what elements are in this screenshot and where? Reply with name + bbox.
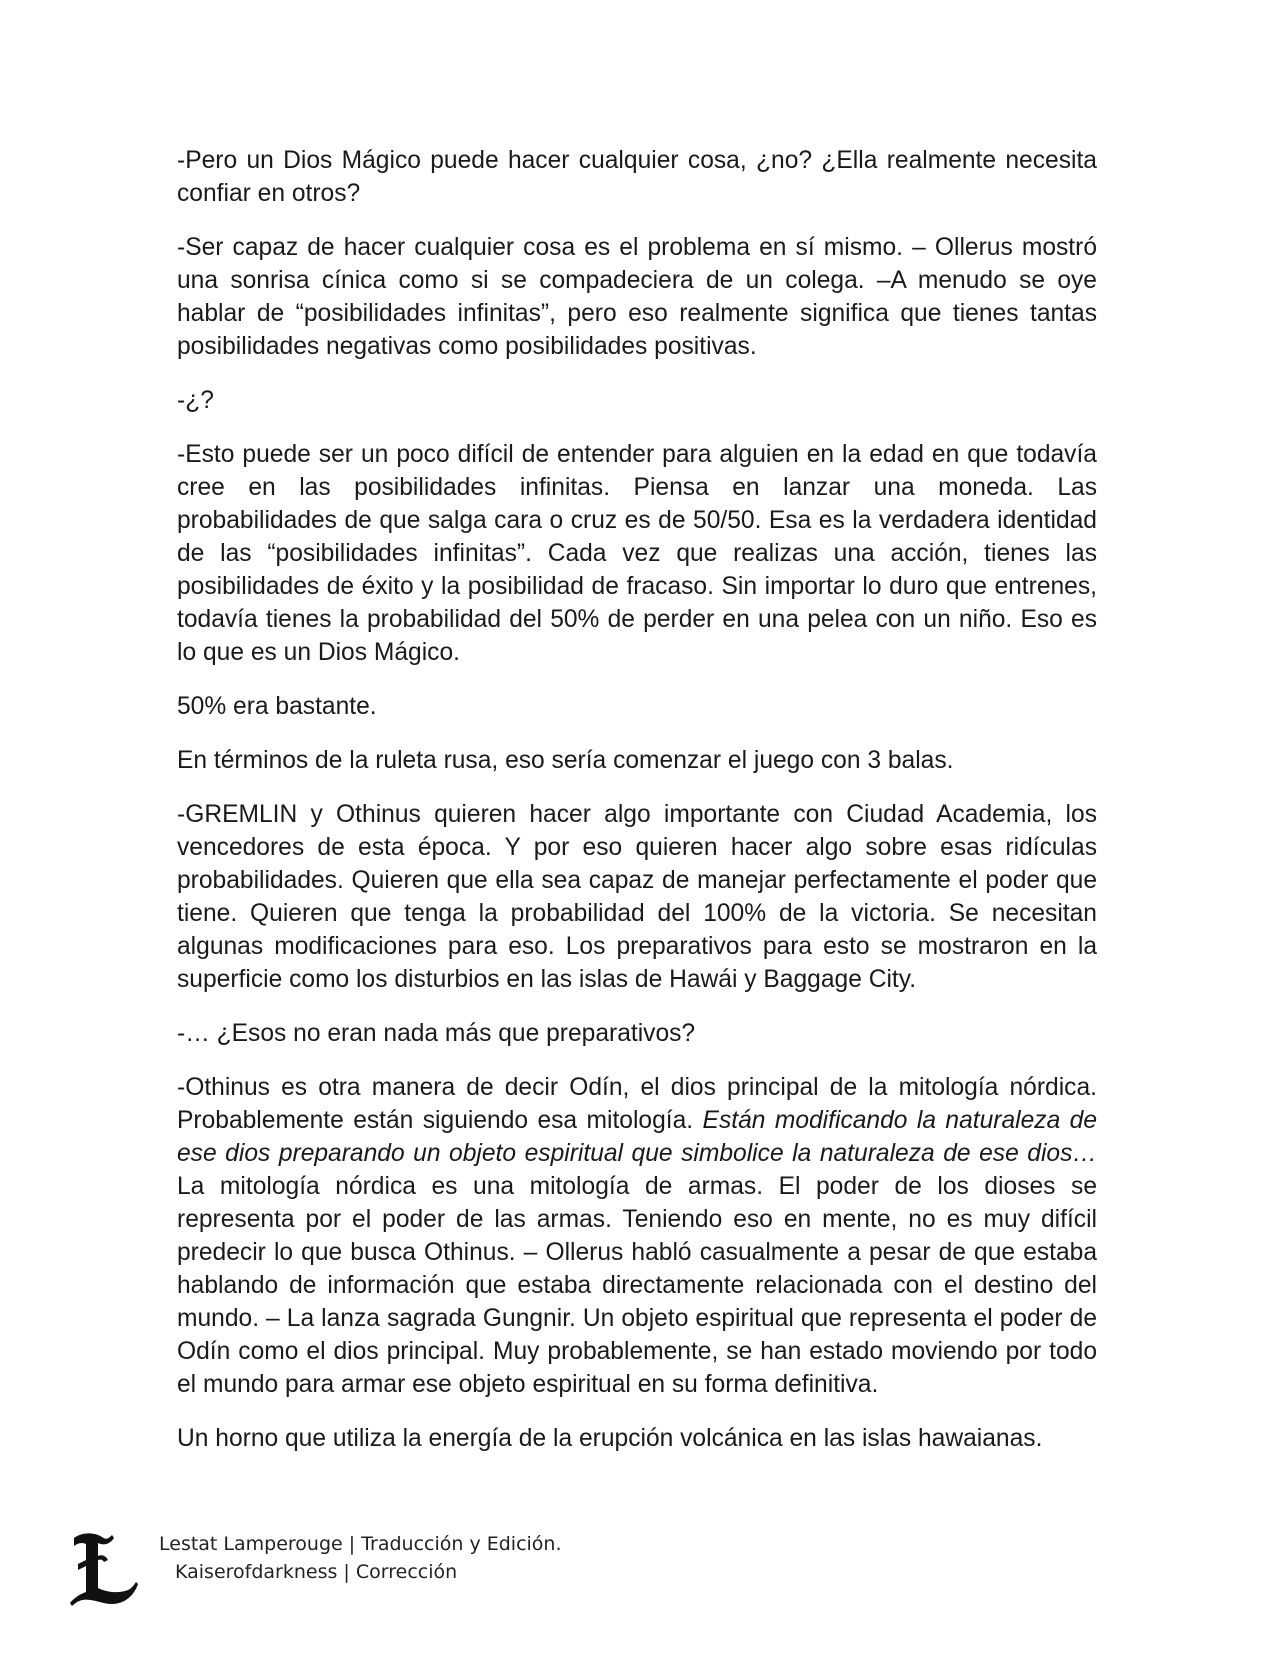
paragraph-mixed: [177, 1071, 1097, 1401]
document-body: [177, 144, 1097, 1476]
paragraph: -Ser capaz de hacer cualquier cosa es el problema en sí mismo. – Ollerus mostró una sonrisa cínica como si se compadeciera de un colega. –A menudo se oye hablar de “posibilidades infinitas”, pero eso realmente significa que tienes tantas posibilidades negativas como posibilidades positivas.: [177, 234, 1097, 360]
credit-line-translation: Lestat Lamperouge | Traducción y Edición.: [159, 1533, 562, 1555]
paragraph-segment: La mitología nórdica es una mitología de armas. El poder de los dioses se representa por el poder de las armas. Teniendo eso en mente, no es muy difícil predecir lo que busca Othinus. – Ollerus habló casualmente a pesar de que estaba hablando de información que estaba directamente relacionada con el destino del mundo. – La lanza sagrada Gungnir. Un objeto espiritual que representa el poder de Odín como el dios principal. Muy probablemente, se han estado moviendo por todo el mundo para armar ese objeto espiritual en su forma definitiva.: [177, 1173, 1097, 1398]
paragraph: -¿?: [177, 387, 214, 414]
paragraph: -… ¿Esos no eran nada más que preparativos?: [177, 1020, 696, 1047]
credits: [159, 1530, 562, 1586]
paragraph-segment: -Othinus es otra manera de decir Odín, el dios principal de la mitología nórdica. Probablemente están siguiendo esa mitología.: [177, 1074, 1097, 1134]
paragraph: -Esto puede ser un poco difícil de entender para alguien en la edad en que todavía cree en las posibilidades infinitas. Piensa en lanzar una moneda. Las probabilidades de que salga cara o cruz es de 50/50. Esa es la verdadera identidad de las “posibilidades infinitas”. Cada vez que realizas una acción, tienes las posibilidades de éxito y la posibilidad de fracaso. Sin importar lo duro que entrenes, todavía tienes la probabilidad del 50% de perder en una pelea con un niño. Eso es lo que es un Dios Mágico.: [177, 441, 1097, 666]
page-footer: [60, 1530, 760, 1630]
paragraph: -GREMLIN y Othinus quieren hacer algo importante con Ciudad Academia, los vencedores de esta época. Y por eso quieren hacer algo sobre esas ridículas probabilidades. Quieren que ella sea capaz de manejar perfectamente el poder que tiene. Quieren que tenga la probabilidad del 100% de la victoria. Se necesitan algunas modificaciones para eso. Los preparativos para esto se mostraron en la superficie como los disturbios en las islas de Hawái y Baggage City.: [177, 801, 1097, 993]
paragraph: 50% era bastante.: [177, 693, 377, 720]
credit-line-correction: Kaiserofdarkness | Corrección: [175, 1561, 458, 1583]
paragraph-italic-segment: Están modificando la naturaleza de ese dios preparando un objeto espiritual que simbolice la naturaleza de ese dios…: [177, 1107, 1097, 1167]
gothic-letter-L-logo-icon: [68, 1530, 140, 1608]
paragraph: Un horno que utiliza la energía de la erupción volcánica en las islas hawaianas.: [177, 1425, 1043, 1452]
paragraph: En términos de la ruleta rusa, eso sería comenzar el juego con 3 balas.: [177, 747, 954, 774]
paragraph: -Pero un Dios Mágico puede hacer cualquier cosa, ¿no? ¿Ella realmente necesita confiar en otros?: [177, 147, 1097, 207]
